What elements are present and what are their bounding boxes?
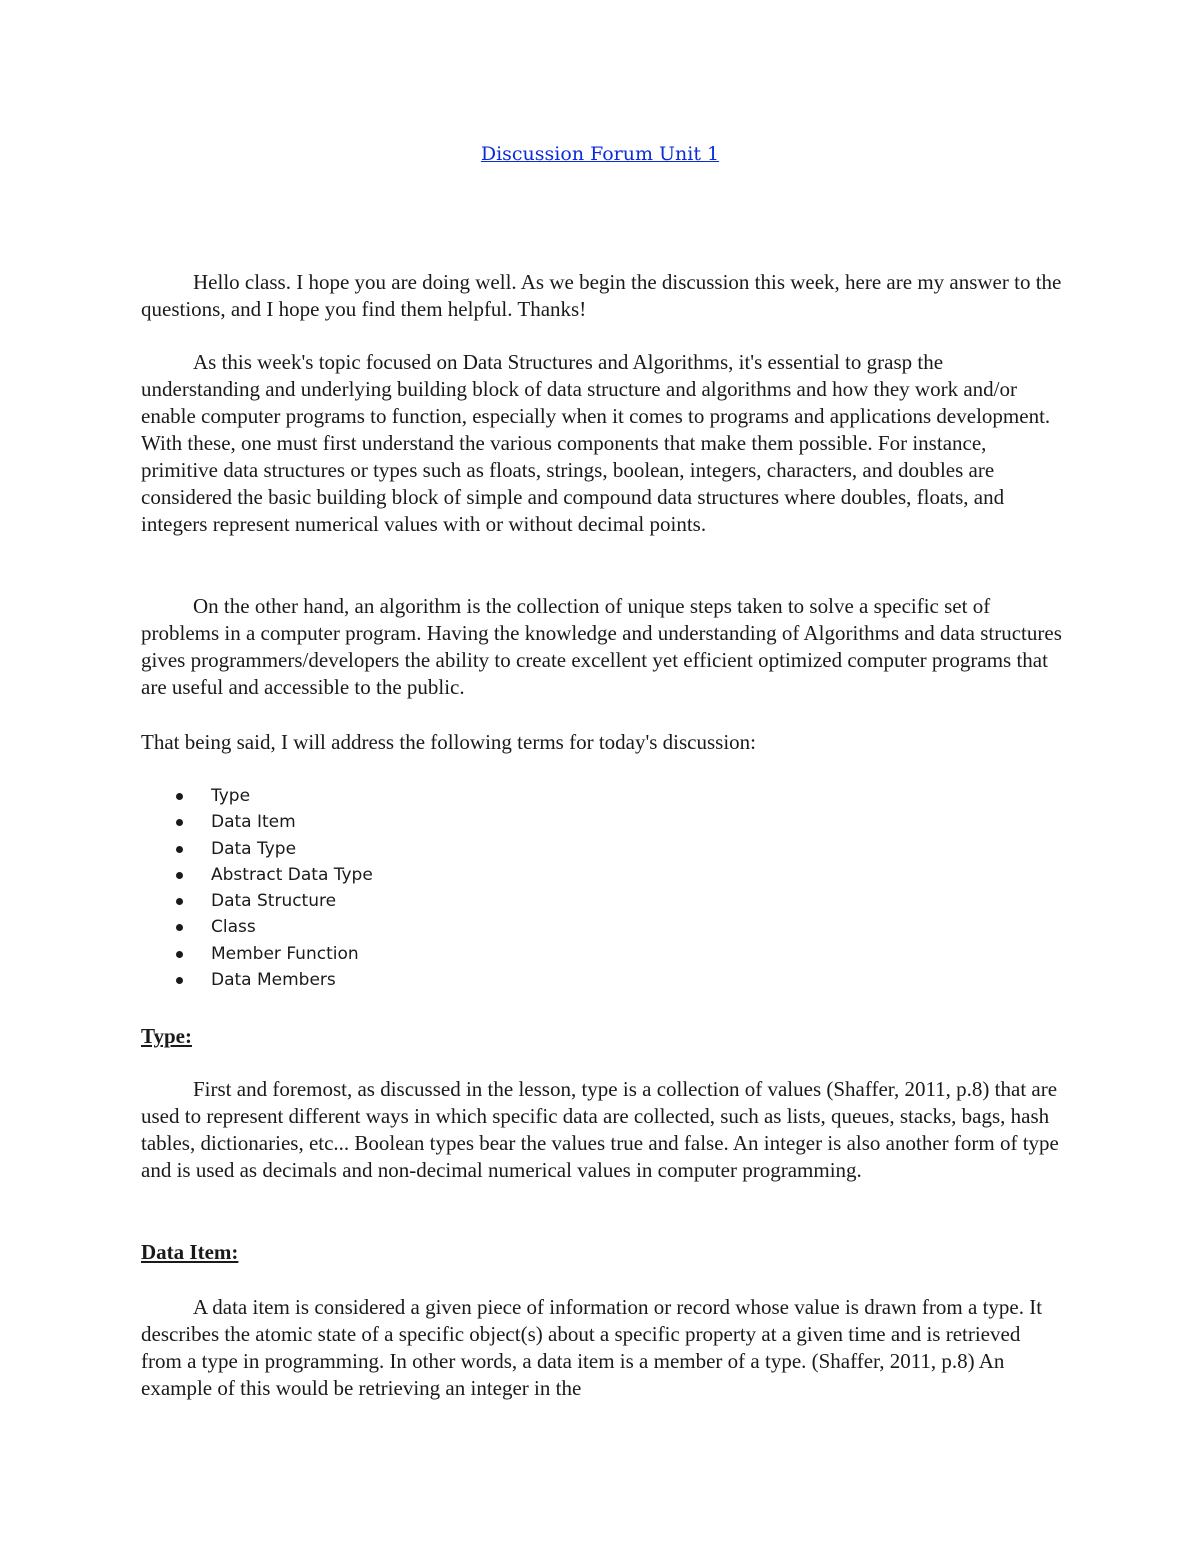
list-item-label: Data Item bbox=[211, 812, 296, 833]
list-item bbox=[170, 809, 373, 835]
terms-list bbox=[170, 783, 373, 993]
bullet-icon bbox=[176, 819, 183, 826]
list-item-label: Abstract Data Type bbox=[211, 864, 373, 885]
terms-intro: That being said, I will address the following terms for today's discussion: bbox=[141, 730, 757, 754]
bullet-icon bbox=[176, 846, 183, 853]
list-item bbox=[170, 941, 373, 967]
list-item bbox=[170, 967, 373, 993]
bullet-icon bbox=[176, 793, 183, 800]
bullet-icon bbox=[176, 924, 183, 931]
paragraph-algorithms: On the other hand, an algorithm is the collection of unique steps taken to solve a specific set of problems in a computer program. Having the knowledge and understanding of Algorithms and data structures gives programmers/developers the ability to create excellent yet efficient optimized computer programs that are useful and accessible to the public. bbox=[141, 594, 1062, 699]
list-item bbox=[170, 836, 373, 862]
list-item bbox=[170, 783, 373, 809]
intro-paragraph: Hello class. I hope you are doing well. As we begin the discussion this week, here are my answer to the questions, and I hope you find them helpful. Thanks! bbox=[141, 270, 1062, 321]
list-item-label: Data Members bbox=[211, 970, 336, 991]
section-heading-data-item: Data Item: bbox=[141, 1240, 239, 1264]
paragraph-data-structures: As this week's topic focused on Data Structures and Algorithms, it's essential to grasp the understanding and underlying building block of data structure and algorithms and how they work and/or enable computer programs to function, especially when it comes to programs and applications development. With these, one must first understand the various components that make them possible. For instance, primitive data structures or types such as floats, strings, boolean, integers, characters, and doubles are considered the basic building block of simple and compound data structures where doubles, floats, and integers represent numerical values with or without decimal points. bbox=[141, 350, 1051, 536]
list-item-label: Data Type bbox=[211, 838, 297, 859]
bullet-icon bbox=[176, 898, 183, 905]
list-item bbox=[170, 888, 373, 914]
list-item-label: Class bbox=[211, 917, 256, 938]
list-item bbox=[170, 862, 373, 888]
section-text-type: First and foremost, as discussed in the lesson, type is a collection of values (Shaffer, 2011, p.8) that are used to represent different ways in which specific data are collected, such as lists, queues, stacks, bags, hash tables, dictionaries, etc... Boolean types bear the values true and false. An integer is also another form of type and is used as decimals and non-decimal numerical values in computer programming. bbox=[141, 1077, 1059, 1182]
bullet-icon bbox=[176, 951, 183, 958]
list-item-label: Data Structure bbox=[211, 891, 337, 912]
list-item-label: Type bbox=[211, 786, 251, 806]
bullet-icon bbox=[176, 872, 183, 879]
document-title[interactable]: Discussion Forum Unit 1 bbox=[480, 143, 720, 165]
list-item-label: Member Function bbox=[211, 943, 359, 964]
bullet-icon bbox=[176, 977, 183, 984]
list-item bbox=[170, 914, 373, 940]
section-text-data-item: A data item is considered a given piece of information or record whose value is drawn from a type. It describes the atomic state of a specific object(s) about a specific property at a given time and is retrieved from a type in programming. In other words, a data item is a member of a type. (Shaffer, 2011, p.8) An example of this would be retrieving an integer in the bbox=[141, 1295, 1043, 1400]
section-heading-type: Type: bbox=[141, 1024, 192, 1048]
